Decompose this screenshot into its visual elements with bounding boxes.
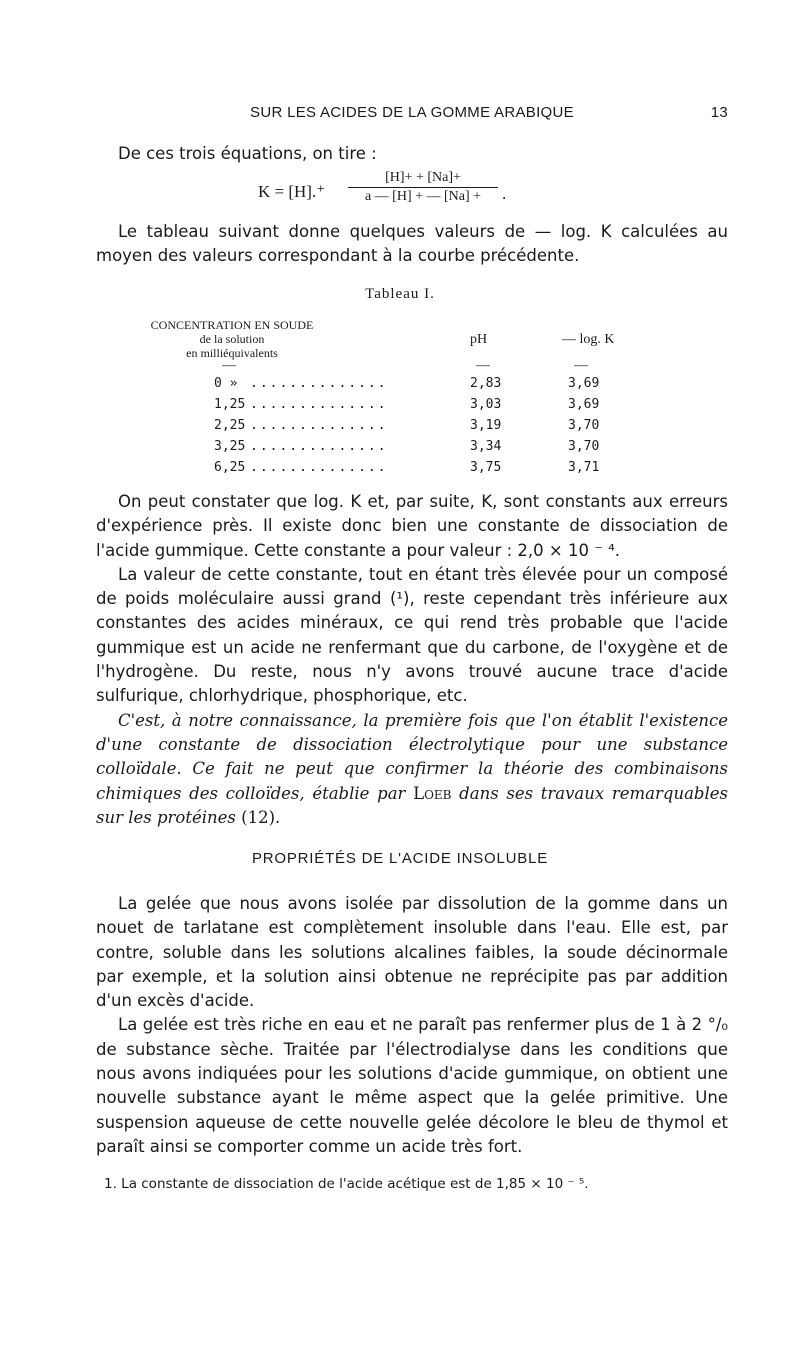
- paragraph-colloides: [96, 709, 728, 830]
- paragraph-gelee-2: La gelée est très riche en eau et ne paraît pas renfermer plus de 1 à 2 °/₀ de substance sèche. Traitée par l'électrodialyse dans les conditions que nous avons indiquées pour les solutions d'acide gummique, on obtient une nouvelle substance ayant le même aspect que la gelée primitive. Une suspension aqueuse de cette nouvelle gelée décolore le bleu de thymol et paraît ainsi se comporter comme un acide très fort.: [96, 1015, 728, 1156]
- leader-dots: ..............: [250, 460, 388, 475]
- cell-concentration: 2,25: [214, 418, 246, 433]
- cell-ph: 3,34: [470, 439, 502, 454]
- equation-fraction: [348, 170, 498, 205]
- intro-line: De ces trois équations, on tire :: [118, 144, 377, 163]
- leader-dots: ..............: [250, 418, 388, 433]
- equation-numerator: [H]+ + [Na]+: [348, 170, 498, 188]
- running-title: SUR LES ACIDES DE LA GOMME ARABIQUE: [250, 104, 574, 121]
- table-row: [214, 397, 616, 419]
- header-line: CONCENTRATION EN SOUDE: [150, 318, 314, 332]
- paragraph-text: Le tableau suivant donne quelques valeurs de — log. K calculées au moyen des valeurs correspondant à la courbe précédente.: [96, 222, 728, 266]
- table-row: [214, 439, 616, 461]
- equation-lhs: K = [H].⁺: [258, 182, 326, 201]
- table-row: [214, 376, 616, 398]
- table-rule-dash: —: [476, 358, 490, 373]
- header-line: de la solution: [199, 332, 265, 346]
- cell-logk: 3,70: [568, 418, 600, 433]
- table-row: [214, 460, 616, 482]
- paragraph-valeur: La valeur de cette constante, tout en étant très élevée pour un composé de poids moléculaire aussi grand (¹), reste cependant très inférieure aux constantes des acides minéraux, ce qui rend très probable que l'acide gummique est un acide ne renfermant que du carbone, de l'oxygène et de l'hydrogène. Du reste, nous n'y avons trouvé aucune trace d'acide sulfurique, chlorhydrique, phosphorique, etc.: [96, 564, 728, 706]
- cell-concentration: 0 »: [214, 376, 238, 391]
- cell-ph: 3,03: [470, 397, 502, 412]
- table-header-concentration: [144, 318, 320, 360]
- equation-end: .: [502, 184, 507, 203]
- table-row: [214, 418, 616, 440]
- header-line: en milliéquivalents: [186, 346, 278, 360]
- cell-concentration: 3,25: [214, 439, 246, 454]
- paragraph-gelee-1: La gelée que nous avons isolée par dissolution de la gomme dans un nouet de tarlatane est complètement insoluble dans l'eau. Elle est, par contre, soluble dans les solutions alcalines faibles, la soude décinormale par exemple, et la solution ainsi obtenue ne reprécipite pas par addition d'un excès d'acide.: [96, 894, 728, 1011]
- leader-dots: ..............: [250, 397, 388, 412]
- equation-denominator: a — [H] + — [Na] +: [364, 189, 482, 204]
- cell-ph: 2,83: [470, 376, 502, 391]
- body-block-2: [96, 892, 728, 1159]
- cell-logk: 3,69: [568, 376, 600, 391]
- table-header-ph: pH: [470, 332, 488, 347]
- cell-ph: 3,19: [470, 418, 502, 433]
- reference: (12).: [235, 807, 281, 827]
- table-caption: Tableau I.: [365, 286, 435, 302]
- table-header-logk: — log. K: [562, 332, 615, 347]
- paragraph-constat: On peut constater que log. K et, par suite, K, sont constants aux erreurs d'expérience près. Il existe donc bien une constante de dissociation de l'acide gummique. Cette constante a pour valeur : 2,0 × 10 ⁻ ⁴.: [96, 492, 728, 560]
- section-title: PROPRIÉTÉS DE L'ACIDE INSOLUBLE: [251, 850, 549, 867]
- cell-logk: 3,70: [568, 439, 600, 454]
- footnote: 1. La constante de dissociation de l'acide acétique est de 1,85 × 10 ⁻ ⁵.: [104, 1176, 589, 1192]
- leader-dots: ..............: [250, 376, 388, 391]
- table-rule-dash: —: [574, 358, 588, 373]
- italic-text: dans ses travaux remarquables sur les protéines: [96, 783, 728, 827]
- equation-k: [258, 170, 558, 214]
- paragraph-table-intro: [96, 220, 728, 269]
- running-header: [96, 104, 728, 126]
- cell-concentration: 1,25: [214, 397, 246, 412]
- table-rule-dash: —: [222, 358, 236, 373]
- cell-concentration: 6,25: [214, 460, 246, 475]
- cell-logk: 3,71: [568, 460, 600, 475]
- cell-logk: 3,69: [568, 397, 600, 412]
- body-block-1: [96, 490, 728, 830]
- italic-text: C'est, à notre connaissance, la première fois que l'on établit l'existence d'une constante de dissociation électrolytique pour une substance colloïdale. Ce fait ne peut que confirmer la théorie des combinaisons chimiques des colloïdes, établie par: [96, 710, 728, 803]
- cell-ph: 3,75: [470, 460, 502, 475]
- author-name: Loeb: [413, 783, 452, 803]
- page-number: 13: [710, 104, 728, 121]
- leader-dots: ..............: [250, 439, 388, 454]
